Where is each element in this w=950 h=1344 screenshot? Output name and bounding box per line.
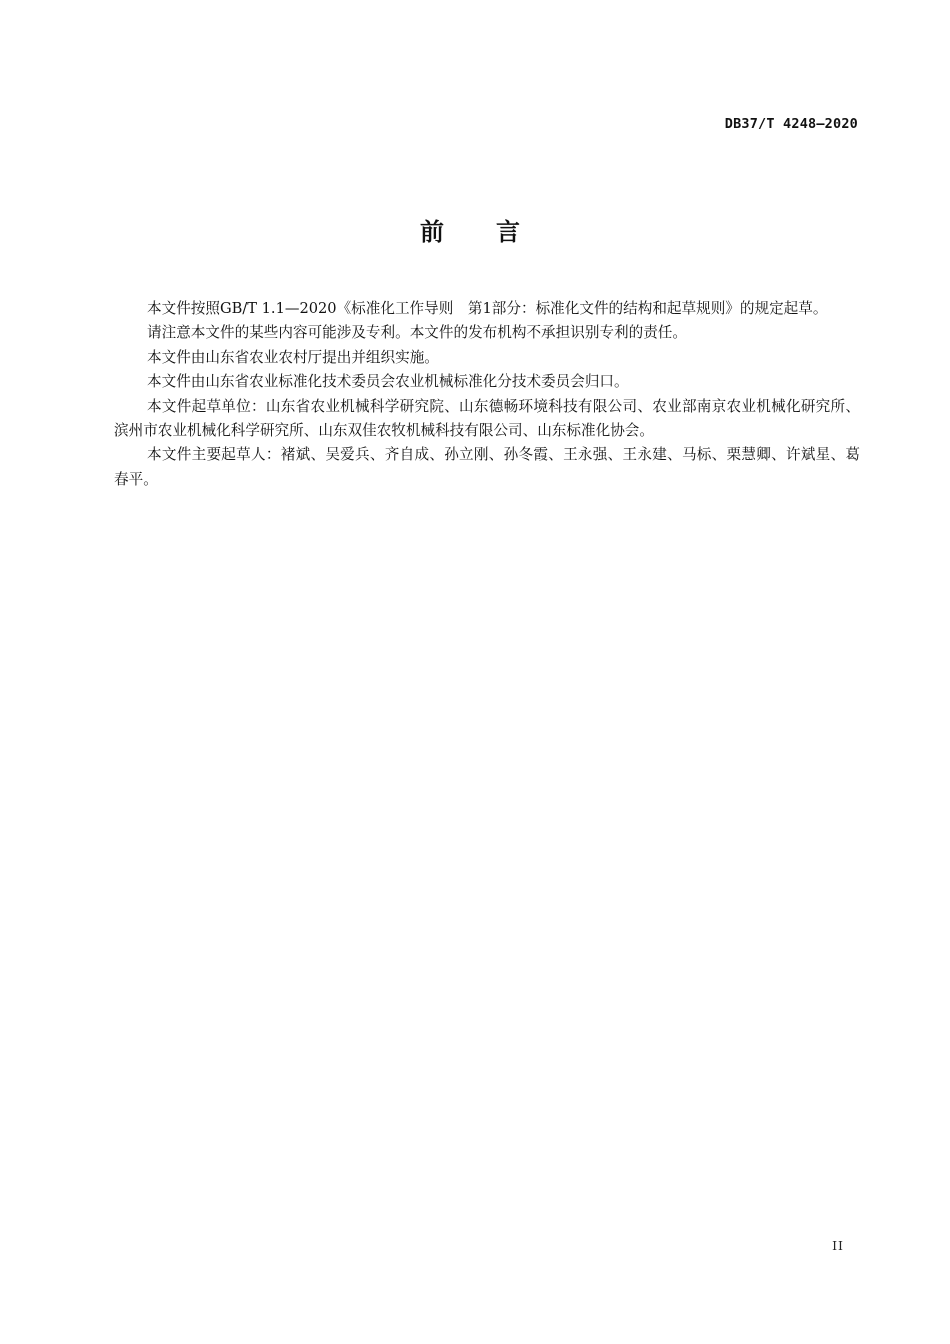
paragraph-drafting-units: 本文件起草单位：山东省农业机械科学研究院、山东德畅环境科技有限公司、农业部南京农业机械化研究所、滨州市农业机械化科学研究所、山东双佳农牧机械科技有限公司、山东标准化协会。 [114, 397, 860, 440]
document-code: DB37/T 4248—2020 [724, 116, 858, 132]
paragraph-drafters: 本文件主要起草人：褚斌、吴爱兵、齐自成、孙立刚、孙冬霞、王永强、王永建、马标、栗慧卿、许斌星、葛春平。 [114, 446, 860, 488]
paragraph-proposer: 本文件由山东省农业农村厅提出并组织实施。 [147, 348, 439, 366]
paragraph-patent-notice: 请注意本文件的某些内容可能涉及专利。本文件的发布机构不承担识别专利的责任。 [147, 324, 687, 342]
page-title: 前言 [420, 218, 572, 246]
paragraph-committee: 本文件由山东省农业标准化技术委员会农业机械标准化分技术委员会归口。 [147, 373, 629, 391]
page-number: II [832, 1238, 844, 1253]
paragraph-drafting-rules: 本文件按照GB/T 1.1—2020《标准化工作导则 第1部分：标准化文件的结构和起草规则》的规定起草。 [147, 300, 828, 317]
foreword-body [114, 297, 860, 492]
